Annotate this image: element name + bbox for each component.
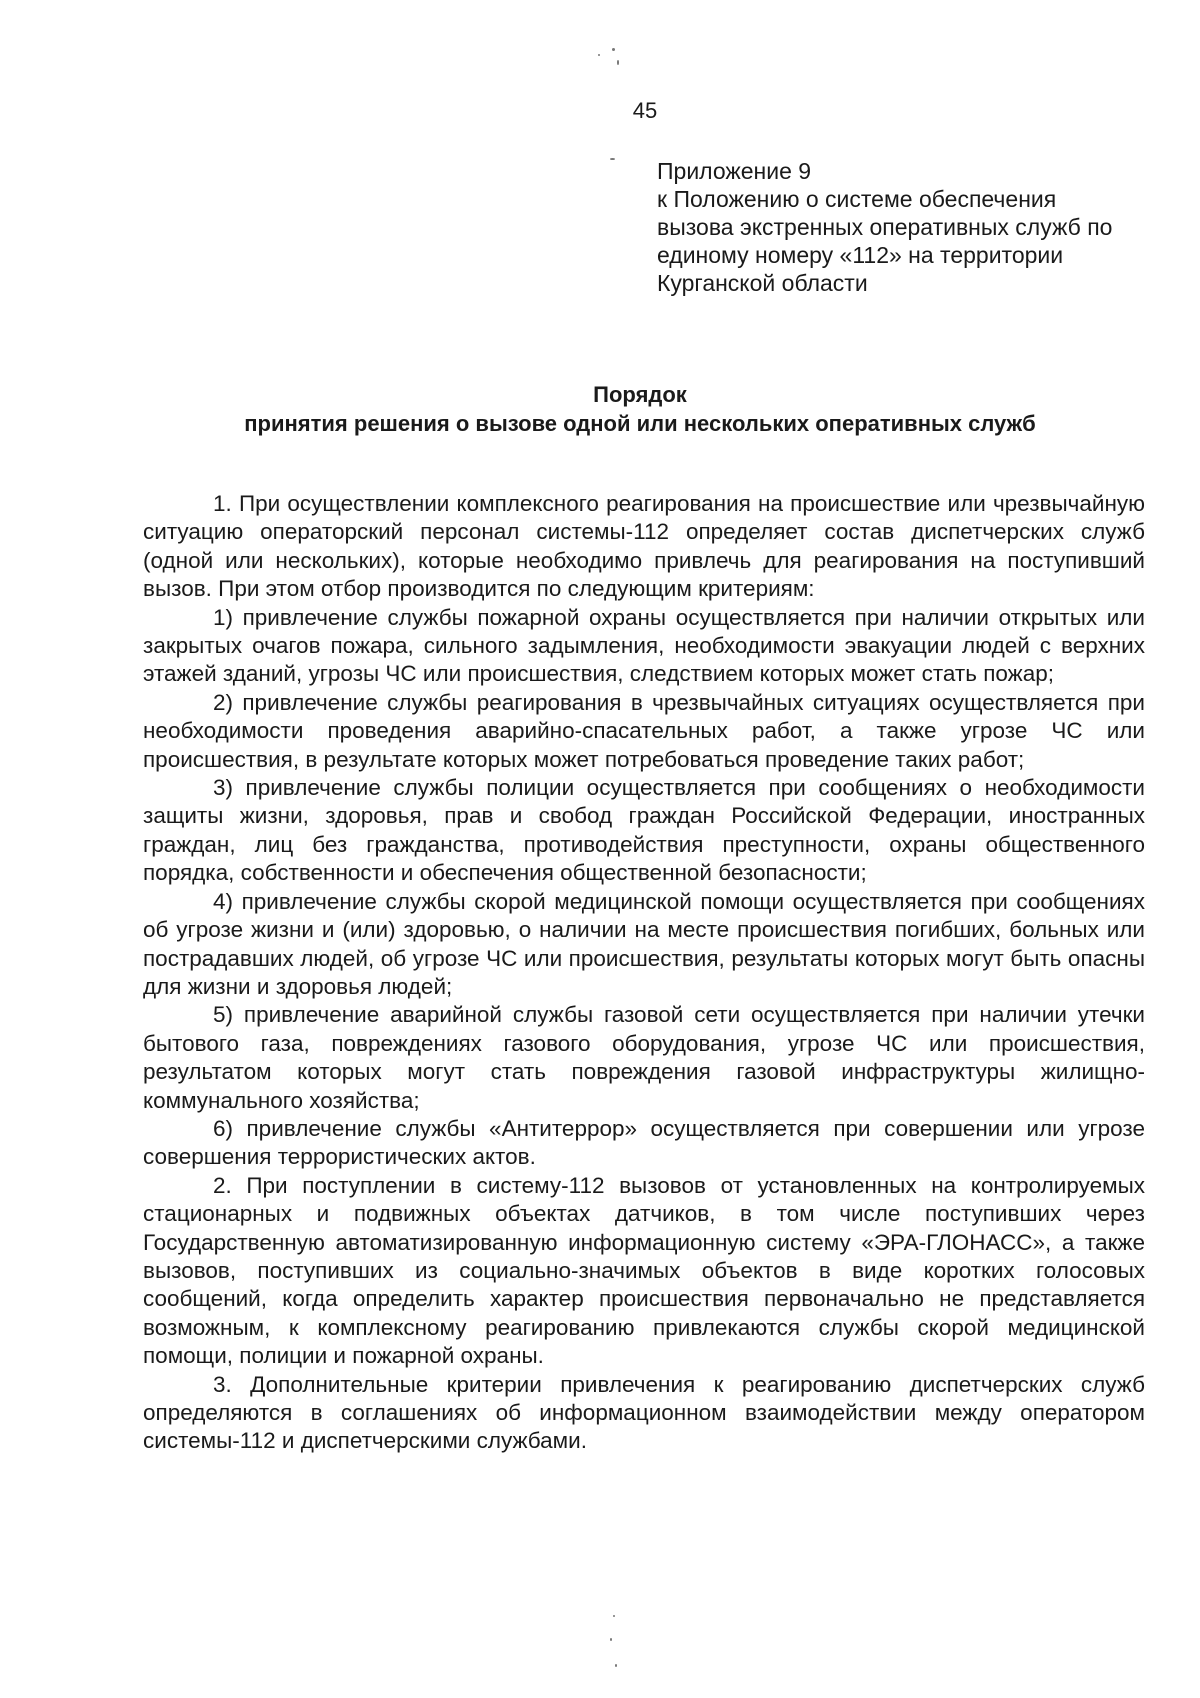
paragraph: 4) привлечение службы скорой медицинской помощи осуществляется при сообщениях об угрозе жизни и (или) здоровью, о наличии на месте происшествия погибших, больных или пострадавших людей, об угрозе ЧС или происшествия, результаты которых могут быть опасны для жизни и здоровья людей; [143,888,1145,999]
scan-speck [610,158,615,160]
scan-speck [610,1638,612,1641]
paragraph: 6) привлечение службы «Антитеррор» осуществляется при совершении или угрозе совершения террористических актов. [143,1115,1145,1170]
appendix-reference [657,157,1157,297]
paragraph: 5) привлечение аварийной службы газовой сети осуществляется при наличии утечки бытового газа, повреждениях газового оборудования, угрозе ЧС или происшествия, результатом которых могут стать повреждения газовой инфраструктуры жилищно-коммунального хозяйства; [143,1002,1145,1113]
scan-speck [615,1664,617,1667]
scan-speck [613,1615,615,1617]
appendix-line: Приложение 9 [657,158,812,184]
appendix-line: единому номеру «112» на территории [657,242,1064,268]
appendix-line: к Положению о системе обеспечения [657,186,1057,212]
paragraph: 3) привлечение службы полиции осуществляется при сообщениях о необходимости защиты жизни, здоровья, прав и свобод граждан Российской Федерации, иностранных граждан, лиц без гражданства, противодействия преступности, охраны общественного порядка, собственности и обеспечения общественной безопасности; [143,775,1145,886]
scan-speck [617,60,619,65]
paragraph: 2. При поступлении в систему-112 вызовов от установленных на контролируемых стационарных и подвижных объектах датчиков, в том числе поступивших через Государственную автоматизированную информационную систему «ЭРА-ГЛОНАСС», а также вызовов, поступивших из социально-значимых объектов в виде коротких голосовых сообщений, когда определить характер происшествия первоначально не представляется возможным, к комплексному реагированию привлекаются службы скорой медицинской помощи, полиции и пожарной охраны. [143,1172,1145,1369]
scan-speck [598,54,600,56]
title-line-2: принятия решения о вызове одной или нескольких оперативных служб [244,411,1036,436]
paragraph: 3. Дополнительные критерии привлечения к реагированию диспетчерских служб определяются в соглашениях об информационном взаимодействии между оператором системы-112 и диспетчерскими службами. [143,1371,1145,1454]
paragraph: 1) привлечение службы пожарной охраны осуществляется при наличии открытых или закрытых очагов пожара, сильного задымления, необходимости эвакуации людей с верхних этажей зданий, угрозы ЧС или происшествия, следствием которых может стать пожар; [143,604,1145,687]
paragraph: 2) привлечение службы реагирования в чрезвычайных ситуациях осуществляется при необходимости проведения аварийно-спасательных работ, а также угрозе ЧС или происшествия, в результате которых может потребоваться проведение таких работ; [143,689,1145,772]
page-number: 45 [632,98,658,123]
scan-speck [612,48,615,51]
appendix-line: Курганской области [657,270,868,296]
document-body [143,490,1145,1456]
paragraph: 1. При осуществлении комплексного реагирования на происшествие или чрезвычайную ситуацию операторский персонал системы-112 определяет состав диспетчерских служб (одной или нескольких), которые необходимо привлечь для реагирования на поступивший вызов. При этом отбор производится по следующим критериям: [143,491,1145,602]
document-title [140,380,1140,438]
appendix-line: вызова экстренных оперативных служб по [657,214,1113,240]
title-line-1: Порядок [593,382,687,407]
